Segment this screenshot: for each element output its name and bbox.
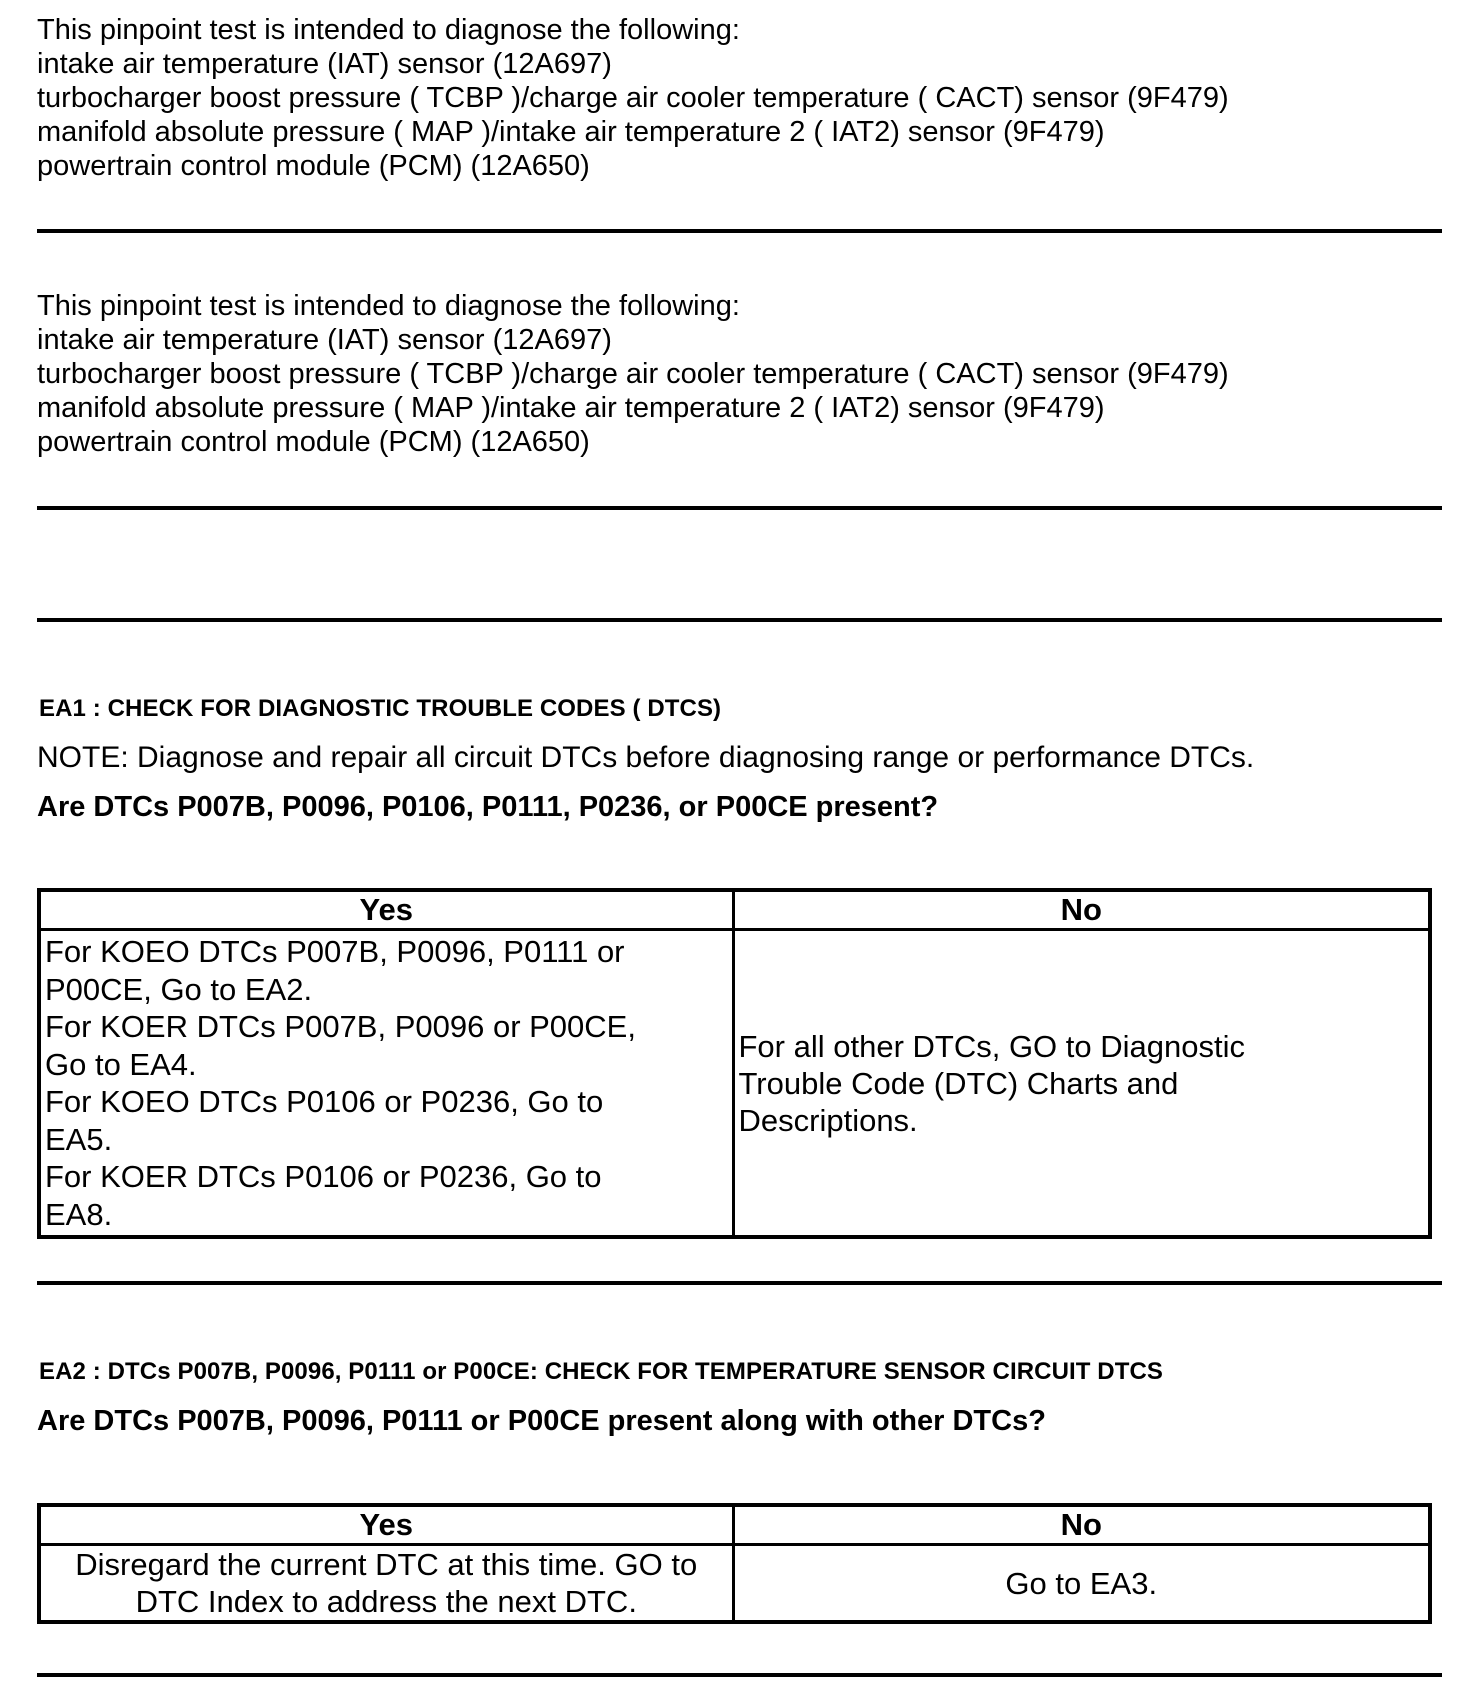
intro-line: This pinpoint test is intended to diagnose the following: — [37, 290, 740, 322]
intro-line: powertrain control module (PCM) (12A650) — [37, 150, 590, 182]
section-divider — [37, 1281, 1442, 1285]
section-divider — [37, 506, 1442, 510]
no-header: No — [733, 890, 1430, 930]
intro-line: This pinpoint test is intended to diagnose the following: — [37, 14, 740, 46]
yes-line: For KOER DTCs P0106 or P0236, Go to — [45, 1159, 602, 1194]
yes-line: For KOEO DTCs P0106 or P0236, Go to — [45, 1084, 604, 1119]
intro-block-1 — [37, 13, 1229, 183]
intro-line: powertrain control module (PCM) (12A650) — [37, 426, 590, 458]
intro-line: intake air temperature (IAT) sensor (12A697) — [37, 324, 612, 356]
yes-line: EA5. — [45, 1121, 113, 1157]
yes-line: Disregard the current DTC at this time. GO to — [75, 1547, 698, 1582]
ea2-decision-table — [37, 1503, 1432, 1624]
intro-line: manifold absolute pressure ( MAP )/intake air temperature 2 ( IAT2) sensor (9F479) — [37, 116, 1105, 148]
intro-block-2 — [37, 289, 1229, 459]
intro-line: turbocharger boost pressure ( TCBP )/charge air cooler temperature ( CACT) sensor (9F479) — [37, 82, 1229, 114]
ea1-decision-table — [37, 888, 1432, 1239]
ea2-question: Are DTCs P007B, P0096, P0111 or P00CE present along with other DTCs? — [37, 1405, 1046, 1437]
yes-cell — [39, 930, 733, 1238]
yes-header: Yes — [39, 890, 733, 930]
yes-line: P00CE, Go to EA2. — [45, 971, 313, 1007]
yes-cell — [39, 1545, 733, 1623]
yes-line: For KOER DTCs P007B, P0096 or P00CE, — [45, 1009, 636, 1044]
ea2-heading: EA2 : DTCs P007B, P0096, P0111 or P00CE: CHECK FOR TEMPERATURE SENSOR CIRCUIT DTCS — [39, 1358, 1164, 1385]
no-line: For all other DTCs, GO to Diagnostic — [738, 1028, 1245, 1064]
no-line: Trouble Code (DTC) Charts and — [738, 1065, 1179, 1101]
no-header: No — [733, 1505, 1430, 1545]
yes-line: Go to EA4. — [45, 1046, 197, 1082]
ea1-heading: EA1 : CHECK FOR DIAGNOSTIC TROUBLE CODES ( DTCS) — [39, 695, 722, 722]
yes-header: Yes — [39, 1505, 733, 1545]
yes-line: EA8. — [45, 1196, 113, 1232]
yes-line: DTC Index to address the next DTC. — [135, 1584, 637, 1619]
no-line: Descriptions. — [738, 1102, 918, 1138]
ea1-question: Are DTCs P007B, P0096, P0106, P0111, P0236, or P00CE present? — [37, 791, 939, 823]
no-line: Go to EA3. — [1005, 1565, 1158, 1601]
no-cell — [733, 1545, 1430, 1623]
section-divider — [37, 229, 1442, 233]
intro-line: turbocharger boost pressure ( TCBP )/charge air cooler temperature ( CACT) sensor (9F479) — [37, 358, 1229, 390]
intro-line: manifold absolute pressure ( MAP )/intake air temperature 2 ( IAT2) sensor (9F479) — [37, 392, 1105, 424]
section-divider — [37, 1673, 1442, 1677]
yes-line: For KOEO DTCs P007B, P0096, P0111 or — [45, 934, 625, 969]
no-cell — [733, 930, 1430, 1238]
ea1-note: NOTE: Diagnose and repair all circuit DTCs before diagnosing range or performance DTCs. — [37, 741, 1255, 774]
intro-line: intake air temperature (IAT) sensor (12A697) — [37, 48, 612, 80]
section-divider — [37, 618, 1442, 622]
